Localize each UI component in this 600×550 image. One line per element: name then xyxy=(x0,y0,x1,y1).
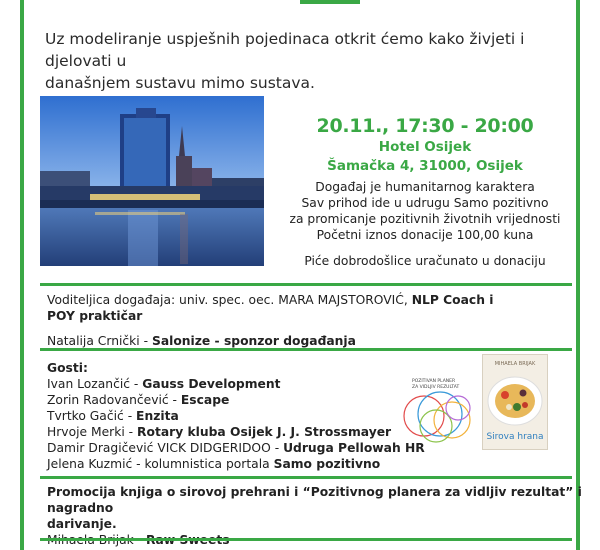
section-divider xyxy=(40,476,572,479)
host-role-line-2: POY praktičar xyxy=(47,309,143,323)
osijek-city-photo xyxy=(40,96,264,266)
event-venue: Hotel Osijek xyxy=(378,139,472,155)
host-section xyxy=(47,292,493,349)
guest-item: Jelena Kuzmić - kolumnistica portala Samo pozitivno xyxy=(47,457,381,471)
intro-text xyxy=(45,28,565,94)
book-cover-image xyxy=(483,355,547,449)
sponsor-role: - sponzor događanja xyxy=(210,334,356,348)
event-details xyxy=(285,114,565,269)
guests-heading: Gosti: xyxy=(47,361,88,375)
intro-line-1: Uz modeliranje uspješnih pojedinaca otkrit ćemo kako živjeti i djelovati u xyxy=(45,30,525,70)
sponsor-line xyxy=(47,333,493,349)
book-cover-sirova-hrana xyxy=(482,354,548,450)
section-divider xyxy=(40,538,572,541)
event-info-line: Početni iznos donacije 100,00 kuna xyxy=(316,228,534,242)
event-address: Šamačka 4, 31000, Osijek xyxy=(327,158,523,174)
frame-left-border xyxy=(20,0,24,550)
host-role: NLP Coach i xyxy=(411,293,494,307)
guest-item: Tvrtko Gačić - Enzita xyxy=(47,409,179,423)
event-info xyxy=(285,179,565,243)
planner-text-1: POZITIVAN PLANER xyxy=(412,379,456,384)
guest-item: Damir Dragičević VICK DIDGERIDOO - Udruga Pellowah HR xyxy=(47,441,425,455)
guest-item: Ivan Lozančić - Gauss Development xyxy=(47,377,281,391)
guest-item: Zorin Radovančević - Escape xyxy=(47,393,230,407)
top-decoration-tab xyxy=(300,0,360,4)
host-line xyxy=(47,292,493,308)
guests-section xyxy=(47,360,425,472)
promo-line-1: Promocija knjiga o sirovoj prehrani i “Pozitivnog planera za vidljiv rezultat” i nagradno xyxy=(47,485,582,515)
section-divider xyxy=(40,348,572,351)
intro-line-2: današnjem sustavu mimo sustava. xyxy=(45,74,315,92)
planner-circles-graphic xyxy=(396,368,482,454)
event-info-line: za promicanje pozitivnih životnih vrijednosti xyxy=(289,212,561,226)
frame-right-border xyxy=(576,0,580,550)
host-label: Voditeljica događaja: univ. spec. oec. MARA MAJSTOROVIĆ, xyxy=(47,293,412,307)
sponsor-company: Salonize xyxy=(151,334,211,348)
section-divider xyxy=(40,283,572,286)
book-title: Sirova hrana xyxy=(486,432,544,442)
guest-item: Hrvoje Merki - Rotary kluba Osijek J. J. Strossmayer xyxy=(47,425,392,439)
event-datetime: 20.11., 17:30 - 20:00 xyxy=(316,115,534,137)
event-info-line: Događaj je humanitarnog karaktera xyxy=(315,180,535,194)
sponsor-name: Natalija Crnički - xyxy=(47,334,152,348)
book-author-label: MIHAELA BRIJAK xyxy=(494,361,536,367)
welcome-drink-note: Piće dobrodošlice uračunato u donaciju xyxy=(304,254,546,268)
planner-text-2: ZA VIDLJIV REZULTAT xyxy=(412,385,460,390)
event-info-line: Sav prihod ide u udrugu Samo pozitivno xyxy=(301,196,549,210)
promo-line-2: darivanje. xyxy=(47,517,117,531)
city-skyline-image xyxy=(40,96,264,266)
